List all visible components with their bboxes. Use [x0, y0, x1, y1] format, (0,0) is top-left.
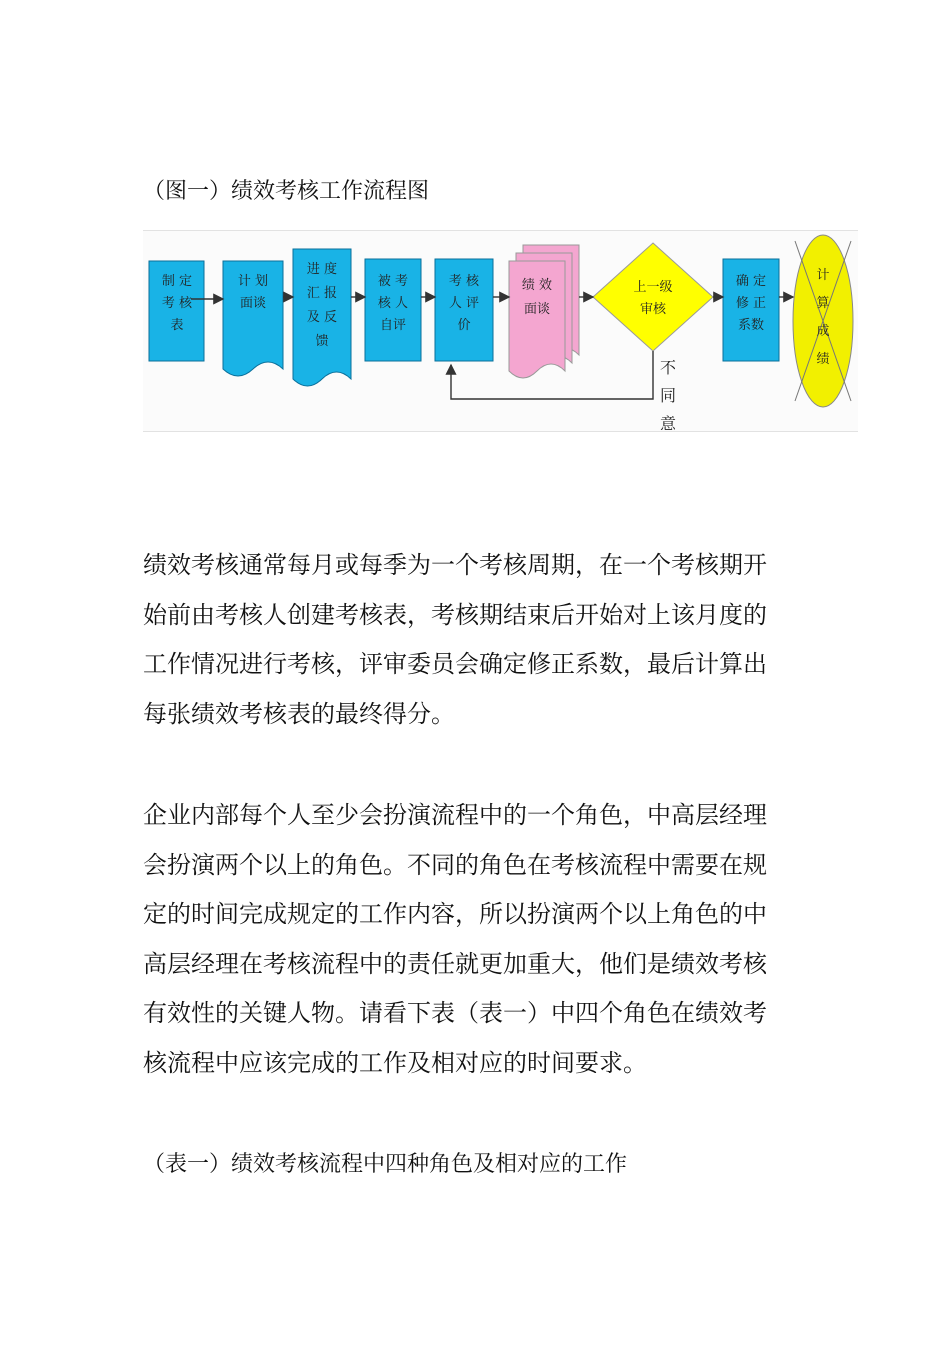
- node-label: 审核: [639, 302, 667, 317]
- reject-label: 意: [659, 414, 677, 431]
- node-label: 成: [816, 324, 830, 339]
- paragraph-line: 会扮演两个以上的角色。不同的角色在考核流程中需要在规: [143, 850, 767, 879]
- reject-label: 不: [659, 358, 677, 377]
- node-label: 计: [816, 268, 830, 283]
- node-label: 确 定: [735, 274, 767, 289]
- node-label: 面谈: [239, 296, 267, 311]
- node-label: 自评: [379, 318, 407, 333]
- paragraph-line: 绩效考核通常每月或每季为一个考核周期，在一个考核期开: [143, 551, 767, 579]
- flowchart-figure: [143, 230, 858, 432]
- node-label: 绩: [816, 352, 830, 367]
- node-label: 汇 报: [306, 286, 338, 301]
- node-label: 进 度: [306, 262, 338, 277]
- paragraph-line: 有效性的关键人物。请看下表（表一）中四个角色在绩效考: [143, 999, 767, 1027]
- paragraph-line: 定的时间完成规定的工作内容，所以扮演两个以上角色的中: [143, 900, 767, 928]
- paragraph-line: 每张绩效考核表的最终得分。: [143, 699, 455, 728]
- paragraph-line: 始前由考核人创建考核表，考核期结束后开始对上该月度的: [143, 600, 767, 629]
- node-label: 系数: [737, 318, 765, 333]
- node-label: 考 核: [448, 274, 480, 289]
- node-label: 绩 效: [521, 278, 553, 293]
- node-label: 馈: [315, 334, 329, 349]
- node-label: 上一级: [633, 280, 673, 295]
- decision-diamond: [593, 243, 713, 351]
- node-label: 制 定: [161, 274, 193, 289]
- node-label: 表: [170, 318, 184, 333]
- paragraph-line: 企业内部每个人至少会扮演流程中的一个角色，中高层经理: [143, 801, 767, 829]
- paragraph-line: 核流程中应该完成的工作及相对应的时间要求。: [143, 1048, 647, 1077]
- paragraph-line: 工作情况进行考核，评审委员会确定修正系数，最后计算出: [143, 650, 767, 678]
- node-label: 修 正: [735, 296, 767, 311]
- table-caption: （表一）绩效考核流程中四种角色及相对应的工作: [143, 1152, 628, 1177]
- node-label: 算: [816, 296, 830, 311]
- flowchart-svg: [143, 231, 858, 431]
- paragraph-1: [143, 541, 767, 739]
- node-label: 价: [457, 318, 471, 333]
- node-label: 计 划: [237, 274, 269, 289]
- node-label: 被 考: [377, 274, 409, 289]
- figure-caption: （图一）绩效考核工作流程图: [143, 179, 430, 204]
- node-label: 人 评: [448, 296, 480, 311]
- node-label: 及 反: [306, 310, 338, 325]
- paragraph-2: [143, 791, 767, 1088]
- paragraph-line: 高层经理在考核流程中的责任就更加重大，他们是绩效考核: [143, 949, 767, 978]
- node-label: 核 人: [377, 296, 409, 311]
- reject-label: 同: [659, 386, 677, 405]
- node-label: 面谈: [523, 302, 551, 317]
- node-label: 考 核: [161, 296, 193, 311]
